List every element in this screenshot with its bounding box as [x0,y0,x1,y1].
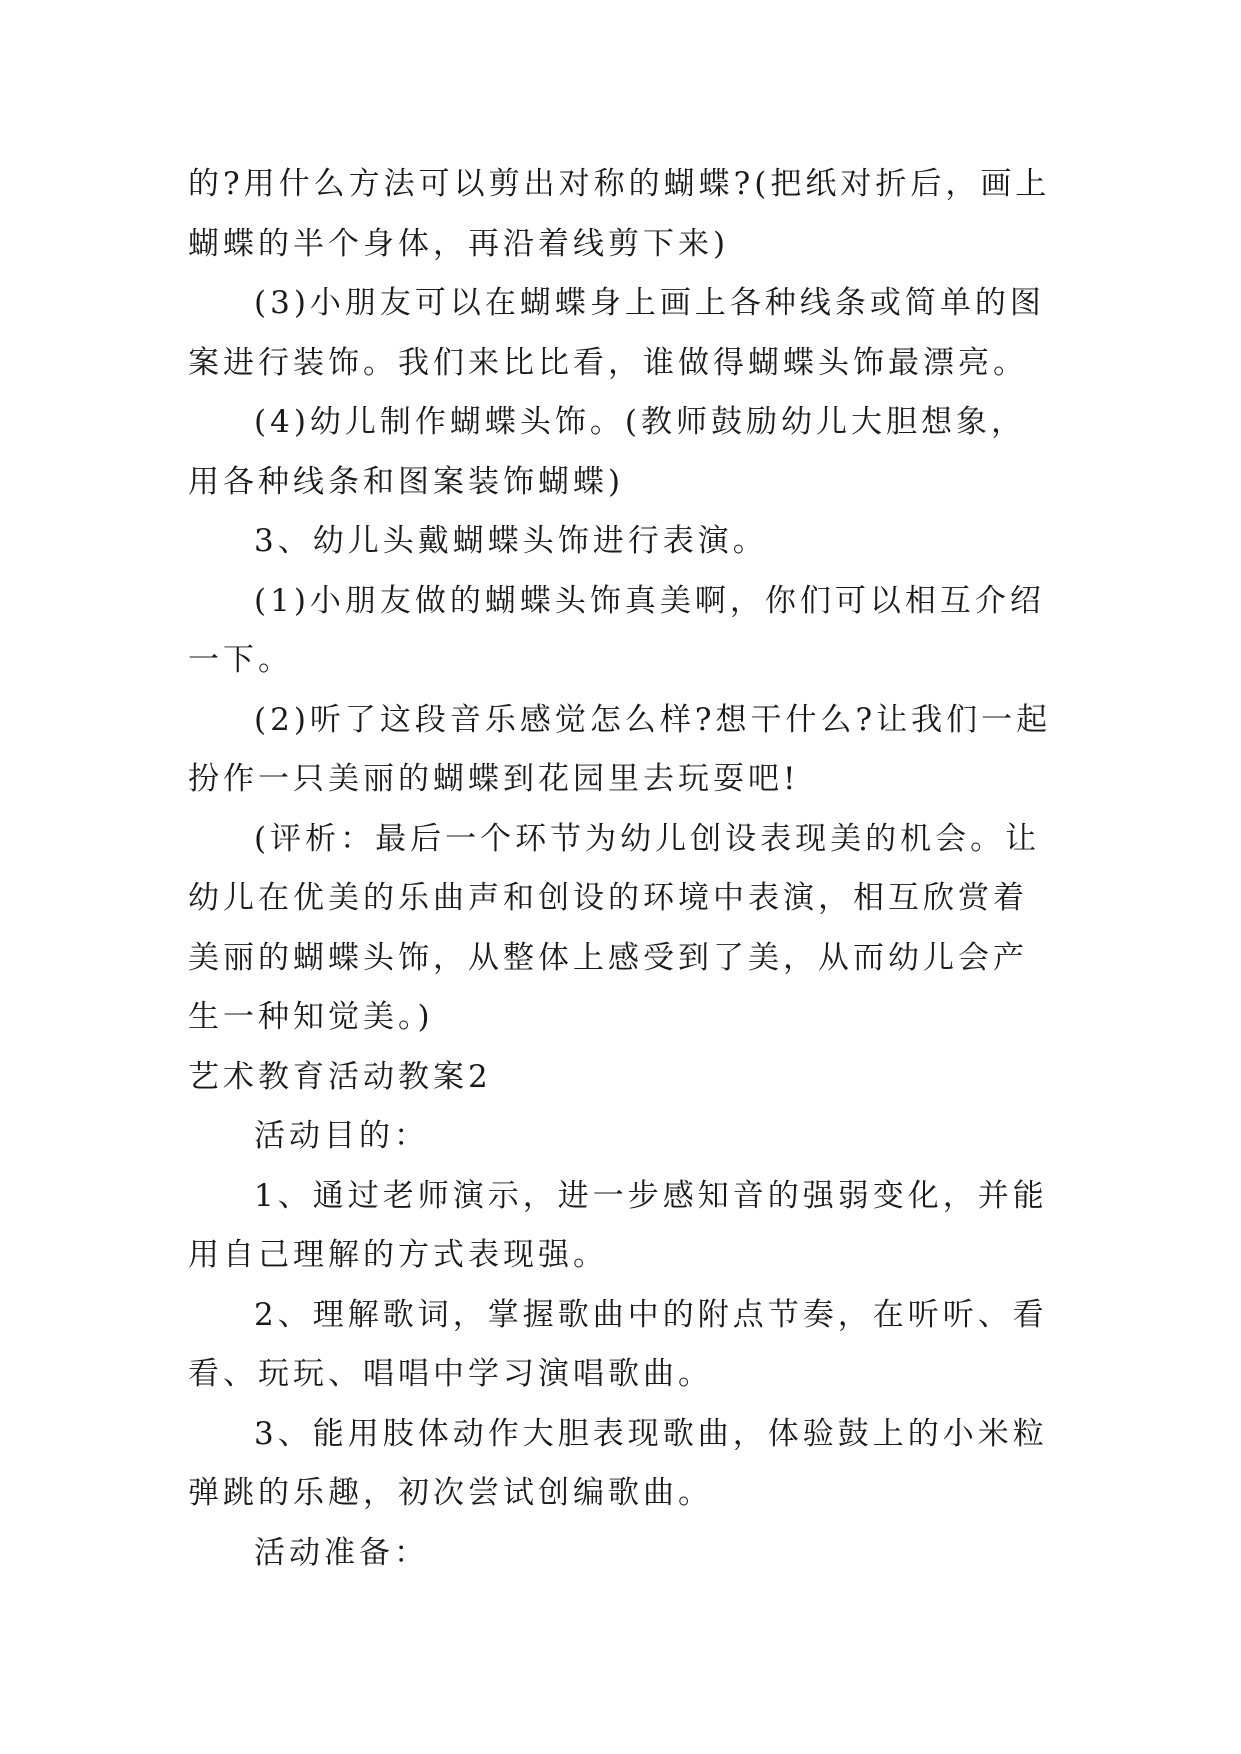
paragraph-step-4-make: (4)幼儿制作蝴蝶头饰。(教师鼓励幼儿大胆想象，用各种线条和图案装饰蝴蝶) [188,404,1027,500]
paragraph-commentary: (评析：最后一个环节为幼儿创设表现美的机会。让幼儿在优美的乐曲声和创设的环境中表演，相互欣赏着美丽的蝴蝶头饰，从整体上感受到了美，从而幼儿会产生一种知觉美。) [188,820,1041,1035]
paragraph-objective-3: 3、能用肢体动作大胆表现歌曲，体验鼓上的小米粒弹跳的乐趣，初次尝试创编歌曲。 [188,1415,1048,1511]
paragraph-step-2-music: (2)听了这段音乐感觉怎么样?想干什么?让我们一起扮作一只美丽的蝴蝶到花园里去玩耍吧! [188,701,1052,797]
paragraph-objective-2: 2、理解歌词，掌握歌曲中的附点节奏，在听听、看看、玩玩、唱唱中学习演唱歌曲。 [188,1296,1048,1392]
paragraph-continuation: 的?用什么方法可以剪出对称的蝴蝶?(把纸对折后，画上蝴蝶的半个身体，再沿着线剪下来) [188,166,1051,262]
paragraph-objectives-label: 活动目的： [254,1118,429,1154]
paragraph-preparation-label: 活动准备： [254,1534,429,1571]
paragraph-step-1-introduce: (1)小朋友做的蝴蝶头饰真美啊，你们可以相互介绍一下。 [188,582,1045,678]
paragraph-objective-1: 1、通过老师演示，进一步感知音的强弱变化，并能用自己理解的方式表现强。 [188,1177,1048,1273]
paragraph-step-3-decorate: (3)小朋友可以在蝴蝶身上画上各种线条或简单的图案进行装饰。我们来比比看，谁做得蝴蝶头饰最漂亮。 [188,285,1045,381]
section-heading: 艺术教育活动教案2 [188,1058,492,1095]
paragraph-section-3-perform: 3、幼儿头戴蝴蝶头饰进行表演。 [254,523,768,559]
document-body [188,155,1058,1583]
